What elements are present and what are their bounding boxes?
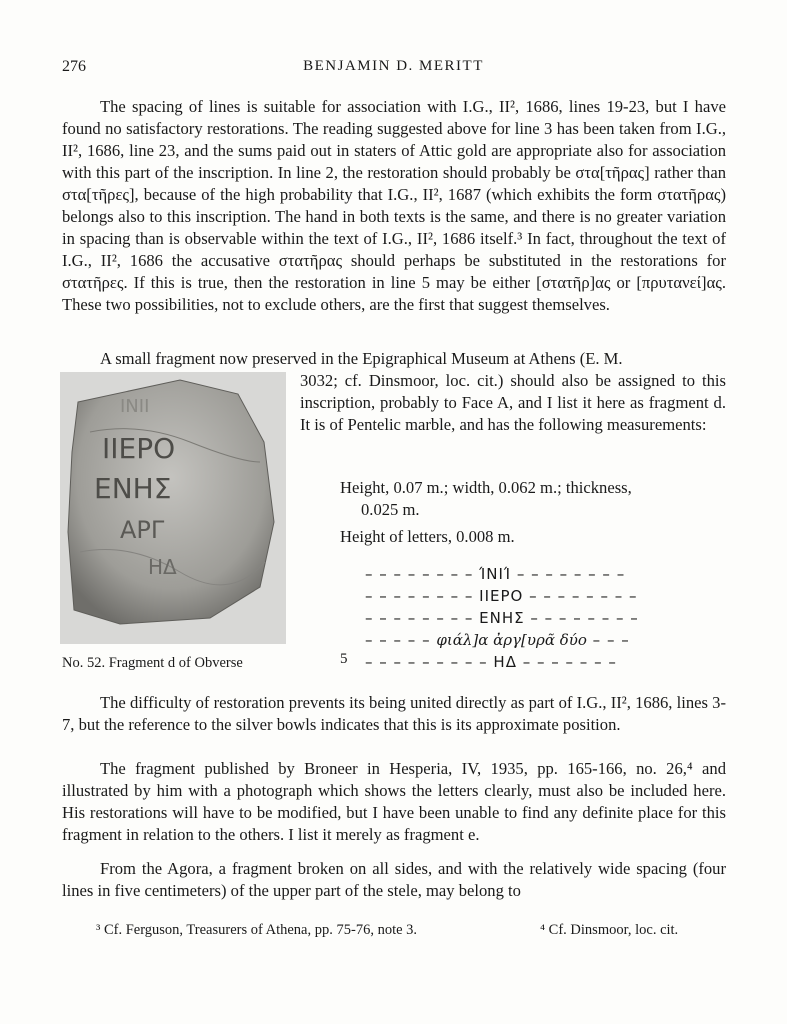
measurement-letter-height: Height of letters, 0.008 m. (340, 527, 515, 546)
measurement-dimensions: Height, 0.07 m.; width, 0.062 m.; thickness, (340, 478, 632, 497)
paragraph-1: The spacing of lines is suitable for association with I.G., II², 1686, lines 19-23, but I have found no satisfactory restorations. The reading suggested above for line 3 has been taken from I.G., II², 1686, line 23, and the sums paid out in staters of Attic gold are appropriate also for association with this part of the inscription. In line 2, the restoration should probably be στα[τῆρας] rather than στα[τῆρες], because of the high probability that I.G., II², 1687 (which exhibits the form στατῆρας) belongs also to this inscription. The hand in both texts is the same, and there is no greater variation in spacing than is observable within the text of I.G., II², 1686 itself.³ In fact, throughout the text of I.G., II², 1686 the accusative στατῆρας should perhaps be substituted in the restorations for στατῆρες. If this is true, then the restoration in line 5 may be either [στατῆρ]ας or [πρυτανεί]ας. These two possibilities, not to exclude others, are the first that suggest themselves. (62, 97, 726, 314)
stone-text-line-3: ΕΝΗΣ (94, 472, 172, 505)
page-number: 276 (62, 58, 86, 75)
stone-text-line-2: ΙΙΕΡΟ (102, 432, 176, 465)
inscription-line-1: – – – – – – – – ΊΝΙΊ – – – – – – – – (365, 565, 626, 583)
paragraph-2-lead: A small fragment now preserved in the Epigraphical Museum at Athens (E. M. (100, 349, 623, 368)
paragraph-4: The fragment published by Broneer in Hesperia, IV, 1935, pp. 165-166, no. 26,⁴ and illustrated by him with a photograph which shows the letters clearly, must also be included here. His restorations will have to be modified, but I have been unable to find any definite place for this fragment in relation to the others. I list it merely as fragment e. (62, 759, 726, 844)
inscription-line-5: – – – – – – – – – ΗΔ – – – – – – – (365, 653, 617, 671)
paragraph-3: The difficulty of restoration prevents its being united directly as part of I.G., II², 1686, lines 3-7, but the reference to the silver bowls indicates that this is its approximate position. (62, 693, 726, 734)
inscription-line-2: – – – – – – – – ΙΙΕΡΟ – – – – – – – – (365, 587, 638, 605)
footnote-3: ³ Cf. Ferguson, Treasurers of Athena, pp. 75-76, note 3. (96, 922, 418, 938)
footnote-4: ⁴ Cf. Dinsmoor, loc. cit. (540, 922, 679, 938)
paragraph-5: From the Agora, a fragment broken on all sides, and with the relatively wide spacing (four lines in five centimeters) of the upper part of the stele, may belong to (62, 859, 726, 900)
paragraph-2-body: 3032; cf. Dinsmoor, loc. cit.) should also be assigned to this inscription, probably to Face A, and I list it here as fragment d. It is of Pentelic marble, and has the following measurements: (300, 371, 726, 434)
inscription-line-number-5: 5 (340, 651, 348, 667)
figure-caption: No. 52. Fragment d of Obverse (62, 655, 243, 671)
running-title: BENJAMIN D. MERITT (303, 58, 484, 74)
inscription-line-4: – – – – – φιάλ]α ἀργ[υρᾶ δύο – – – (365, 631, 630, 649)
stone-text-line-1: ΙΝΙΙ (120, 396, 150, 417)
measurement-thickness: 0.025 m. (361, 500, 420, 519)
fragment-photo (60, 372, 286, 644)
fragment-stone-image (60, 372, 286, 644)
inscription-line-3: – – – – – – – – ΕΝΗΣ – – – – – – – – (365, 609, 639, 627)
stone-text-line-5: ΗΔ (148, 555, 177, 579)
stone-text-line-4: ΑΡΓ (120, 516, 165, 544)
